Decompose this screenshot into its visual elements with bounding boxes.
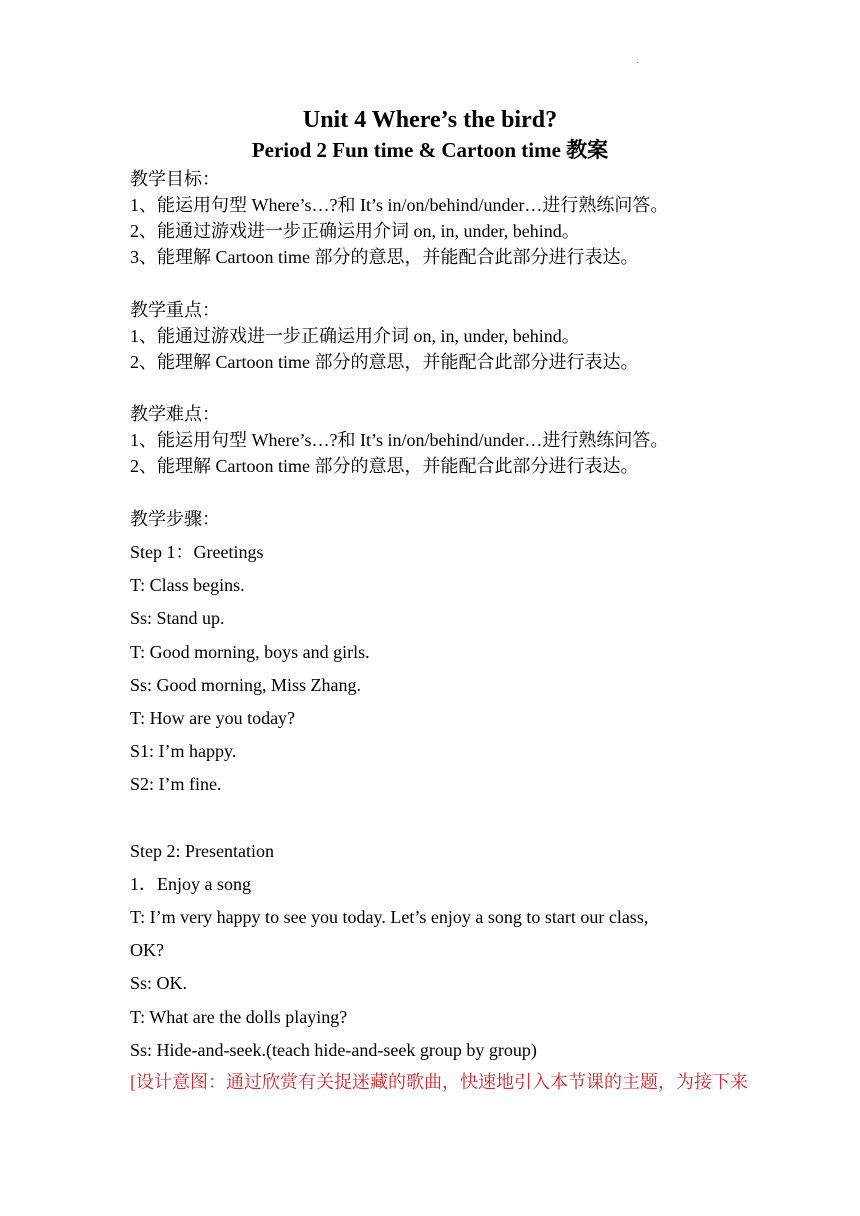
objectives-section [130, 166, 740, 270]
header-mark: . [636, 55, 639, 66]
step2-subheading: 1．Enjoy a song [130, 873, 251, 894]
design-intent-note: [设计意图：通过欣赏有关捉迷藏的歌曲，快速地引入本节课的主题，为接下来 [130, 1072, 748, 1092]
steps-heading: 教学步骤： [130, 509, 220, 529]
dialogue-line: S1: I’m happy. [130, 741, 237, 762]
dialogue-line: Ss: Good morning, Miss Zhang. [130, 674, 362, 695]
dialogue-line: T: Good morning, boys and girls. [130, 641, 370, 662]
difficulty-item: 2、能理解 Cartoon time 部分的意思，并能配合此部分进行表达。 [130, 456, 639, 476]
key-points-heading: 教学重点： [130, 300, 220, 320]
document-subtitle: Period 2 Fun time & Cartoon time 教案 [251, 138, 609, 162]
dialogue-line: Ss: OK. [130, 973, 188, 994]
key-point-item: 1、能通过游戏进一步正确运用介词 on, in, under, behind。 [130, 326, 580, 346]
difficulties-heading: 教学难点： [130, 404, 220, 424]
dialogue-line: T: How are you today? [130, 707, 296, 728]
difficulties-section [130, 401, 740, 479]
objective-item: 3、能理解 Cartoon time 部分的意思，并能配合此部分进行表达。 [130, 247, 639, 267]
steps-section [130, 536, 748, 1097]
key-point-item: 2、能理解 Cartoon time 部分的意思，并能配合此部分进行表达。 [130, 352, 639, 372]
dialogue-line: OK? [130, 940, 164, 961]
dialogue-line: T: I’m very happy to see you today. Let’s enjoy a song to start our class, [130, 907, 649, 928]
steps-heading-block [130, 506, 740, 532]
step1-title: Step 1：Greetings [130, 542, 264, 562]
difficulty-item: 1、能运用句型 Where’s…?和 It’s in/on/behind/under…进行熟练问答。 [130, 430, 669, 450]
step2-title: Step 2: Presentation [130, 840, 274, 861]
blank-line [130, 802, 740, 835]
dialogue-line: S2: I’m fine. [130, 774, 222, 795]
objective-item: 2、能通过游戏进一步正确运用介词 on, in, under, behind。 [130, 221, 580, 241]
dialogue-line: Ss: Hide-and-seek.(teach hide-and-seek group by group) [130, 1039, 537, 1060]
key-points-section [130, 297, 740, 375]
document-title: Unit 4 Where’s the bird? [302, 107, 558, 133]
objectives-heading: 教学目标： [130, 169, 220, 189]
objective-item: 1、能运用句型 Where’s…?和 It’s in/on/behind/under…进行熟练问答。 [130, 195, 669, 215]
dialogue-line: Ss: Stand up. [130, 608, 225, 629]
dialogue-line: T: What are the dolls playing? [130, 1006, 348, 1027]
dialogue-line: T: Class begins. [130, 575, 245, 596]
